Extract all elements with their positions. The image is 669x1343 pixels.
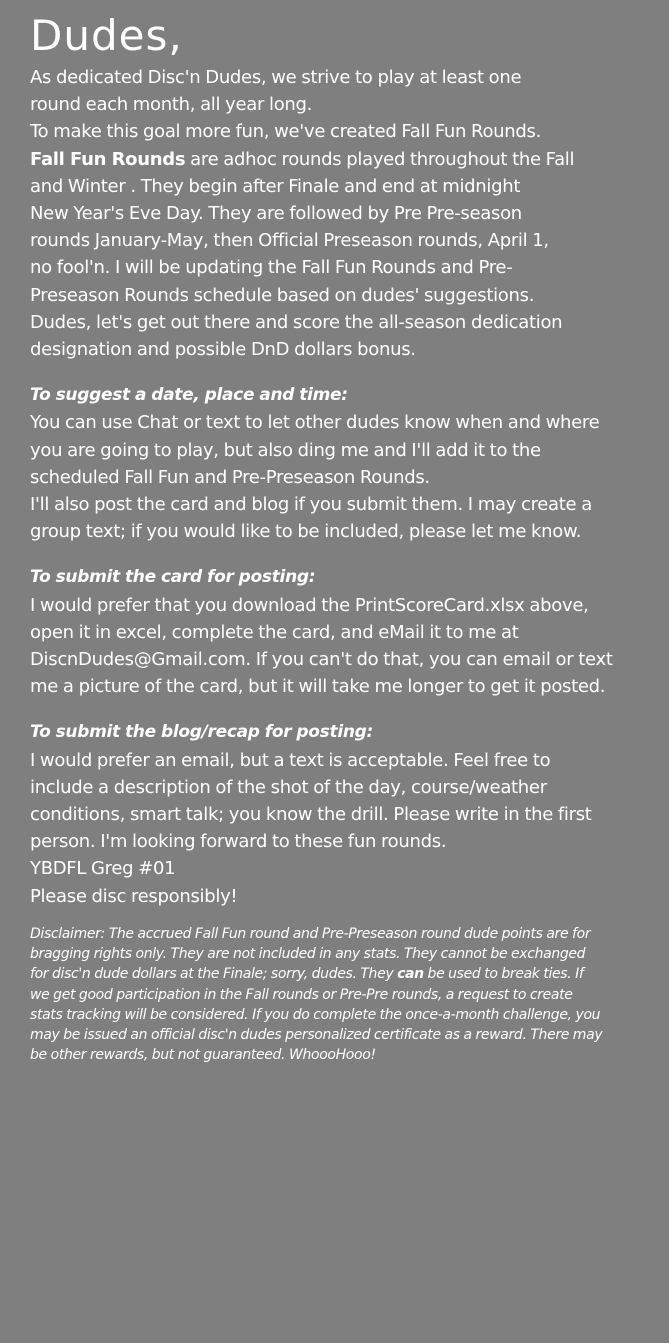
suggest-line: scheduled Fall Fun and Pre-Preseason Rounds. — [30, 466, 430, 488]
intro-line: As dedicated Disc'n Dudes, we strive to play at least one — [30, 67, 522, 88]
fall-fun-rounds-term: Fall Fun Rounds — [30, 148, 186, 170]
disclaimer-line: may be issued an official disc'n dudes personalized certificate as a reward. There may — [30, 1026, 603, 1043]
suggest-heading: To suggest a date, place and time: — [30, 385, 348, 406]
blog-line: person. I'm looking forward to these fun rounds. — [30, 831, 447, 853]
disclaimer — [30, 924, 651, 1065]
closing-line: Please disc responsibly! — [30, 885, 238, 907]
intro-line: and Winter . They begin after Finale and end at midnight — [30, 175, 521, 197]
suggest-line: you are going to play, but also ding me and I'll add it to the — [30, 439, 541, 461]
disclaimer-line: be other rewards, but not guaranteed. WhoooHooo! — [30, 1047, 376, 1064]
card-heading: To submit the card for posting: — [30, 567, 316, 588]
intro-line: New Year's Eve Day. They are followed by Pre Pre-season — [30, 203, 522, 225]
intro-line: Preseason Rounds schedule based on dudes' suggestions. — [30, 284, 535, 306]
suggest-line: You can use Chat or text to let other dudes know when and where — [30, 412, 600, 434]
intro-line: Dudes, let's get out there and score the all-season dedication — [30, 311, 563, 333]
intro-line — [30, 146, 651, 173]
intro-line: no fool'n. I will be updating the Fall Fun Rounds and Pre- — [30, 257, 513, 279]
section-spacer — [30, 545, 651, 564]
disclaimer-line: bragging rights only. They are not included in any stats. They cannot be exchanged — [30, 946, 586, 963]
blog-line: conditions, smart talk; you know the drill. Please write in the first — [30, 804, 592, 826]
intro-line: rounds January-May, then Official Preseason rounds, April 1, — [30, 230, 549, 252]
disclaimer-line-part: for disc'n dude dollars at the Finale; sorry, dudes. They — [30, 966, 398, 983]
suggest-line: I'll also post the card and blog if you submit them. I may create a — [30, 494, 592, 516]
disclaimer-line — [30, 964, 651, 984]
intro-line: designation and possible DnD dollars bonus. — [30, 339, 416, 361]
suggest-line: group text; if you would like to be included, please let me know. — [30, 521, 582, 543]
disclaimer-emphasis: can — [397, 966, 424, 983]
disclaimer-line: Disclaimer: The accrued Fall Fun round and Pre-Preseason round dude points are for — [30, 925, 591, 942]
intro-line-rest: are adhoc rounds played throughout the Fall — [185, 148, 575, 170]
signature: YBDFL Greg #01 — [30, 858, 176, 880]
blog-line: I would prefer an email, but a text is acceptable. Feel free to — [30, 749, 551, 771]
card-line: I would prefer that you download the PrintScoreCard.xlsx above, — [30, 594, 589, 616]
blog-heading: To submit the blog/recap for posting: — [30, 722, 374, 743]
disclaimer-line-part: be used to break ties. If — [423, 966, 584, 983]
section-spacer — [30, 363, 651, 382]
intro-paragraph — [30, 64, 651, 910]
disclaimer-line: we get good participation in the Fall rounds or Pre-Pre rounds, a request to create — [30, 986, 573, 1003]
card-line: DiscnDudes@Gmail.com. If you can't do that, you can email or text — [30, 649, 613, 671]
blog-line: include a description of the shot of the day, course/weather — [30, 776, 547, 798]
card-line: open it in excel, complete the card, and eMail it to me at — [30, 621, 519, 643]
page-title: Dudes, — [30, 11, 183, 60]
intro-line: round each month, all year long. — [30, 94, 313, 116]
disclaimer-line: stats tracking will be considered. If you do complete the once-a-month challenge, you — [30, 1006, 601, 1023]
intro-line: To make this goal more fun, we've created Fall Fun Rounds. — [30, 121, 542, 143]
section-spacer — [30, 700, 651, 719]
card-line: me a picture of the card, but it will take me longer to get it posted. — [30, 676, 606, 698]
